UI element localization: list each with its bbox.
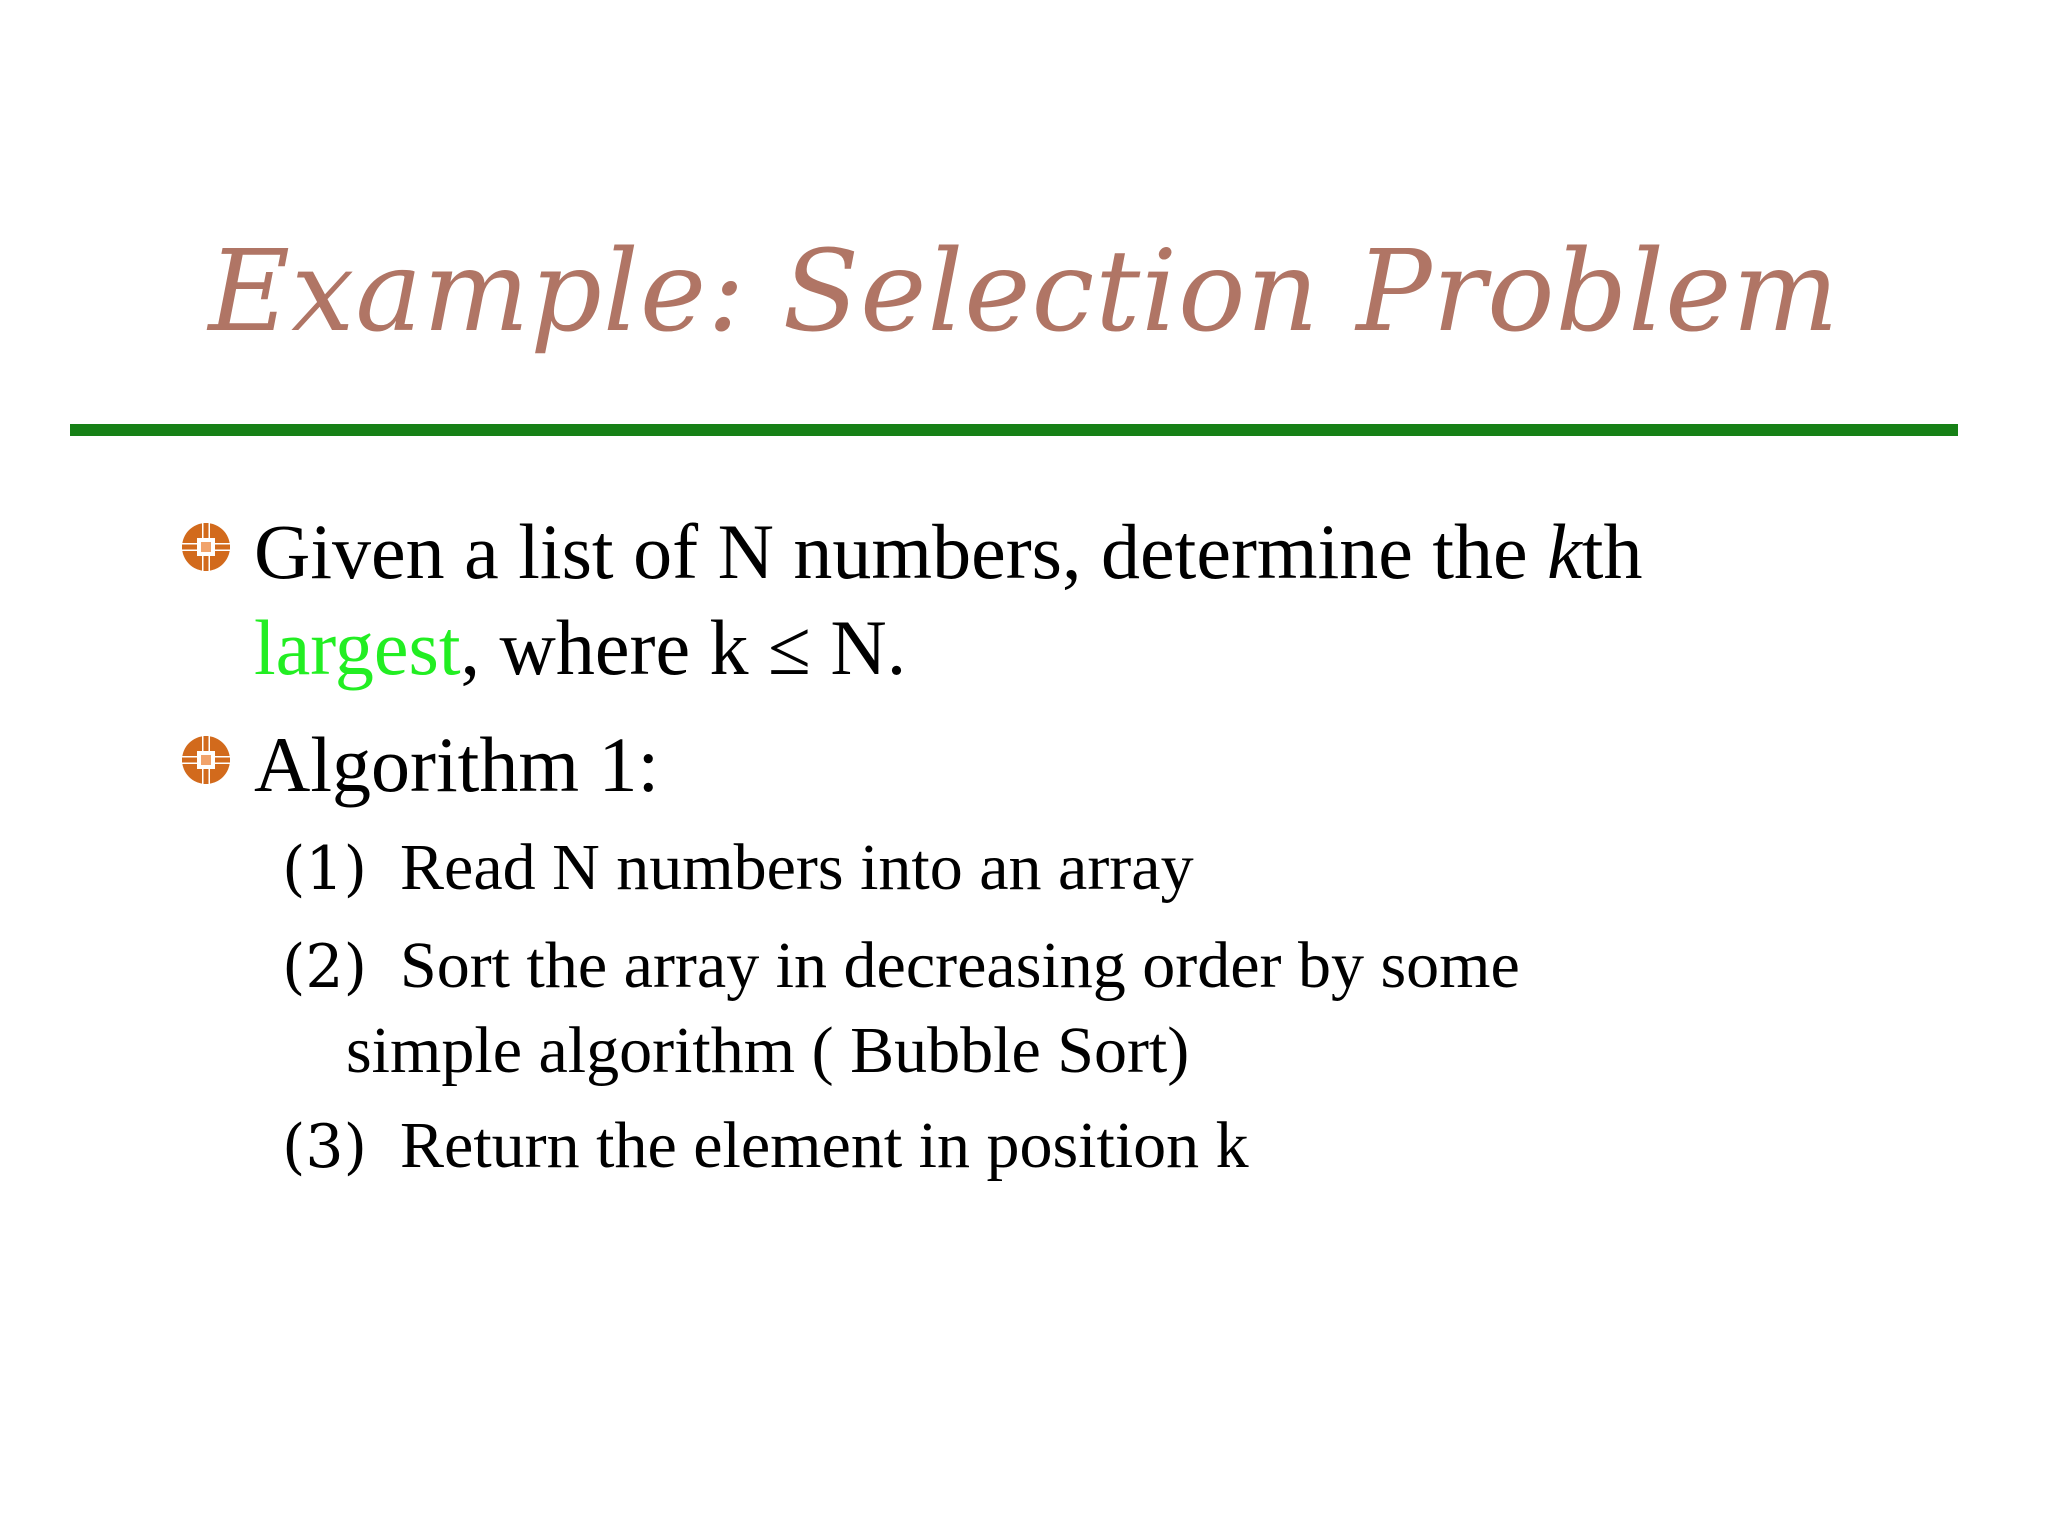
step-item-2 — [282, 924, 1922, 1093]
problem-line1-a: Given a list of N numbers, determine the — [254, 508, 1548, 595]
orange-crosshair-bullet-icon — [180, 521, 232, 573]
step-text-2: Sort the array in decreasing order by some — [400, 929, 1520, 1002]
largest-highlight: largest — [254, 604, 461, 691]
step-number-3: (3) — [282, 1112, 367, 1182]
title-divider — [70, 424, 1958, 436]
step-number-2: (2) — [282, 932, 367, 1002]
orange-crosshair-bullet-icon — [180, 734, 232, 786]
slide-title: Example: Selection Problem — [208, 227, 1840, 357]
bullet-text-algorithm: Algorithm 1: — [254, 721, 660, 808]
problem-line2-rest: , where k ≤ N. — [460, 604, 907, 691]
step-text-3: Return the element in position k — [400, 1109, 1249, 1182]
step-item-3 — [282, 1104, 1922, 1189]
step-text-1: Read N numbers into an array — [400, 831, 1194, 904]
step-number-1: (1) — [282, 834, 367, 904]
problem-line1-b: th — [1581, 508, 1643, 595]
step-item-1 — [282, 826, 1922, 911]
problem-k-var: k — [1547, 508, 1582, 595]
step-text-2-continued: simple algorithm ( Bubble Sort) — [346, 1014, 1190, 1087]
bullet-text-problem — [254, 504, 1934, 696]
